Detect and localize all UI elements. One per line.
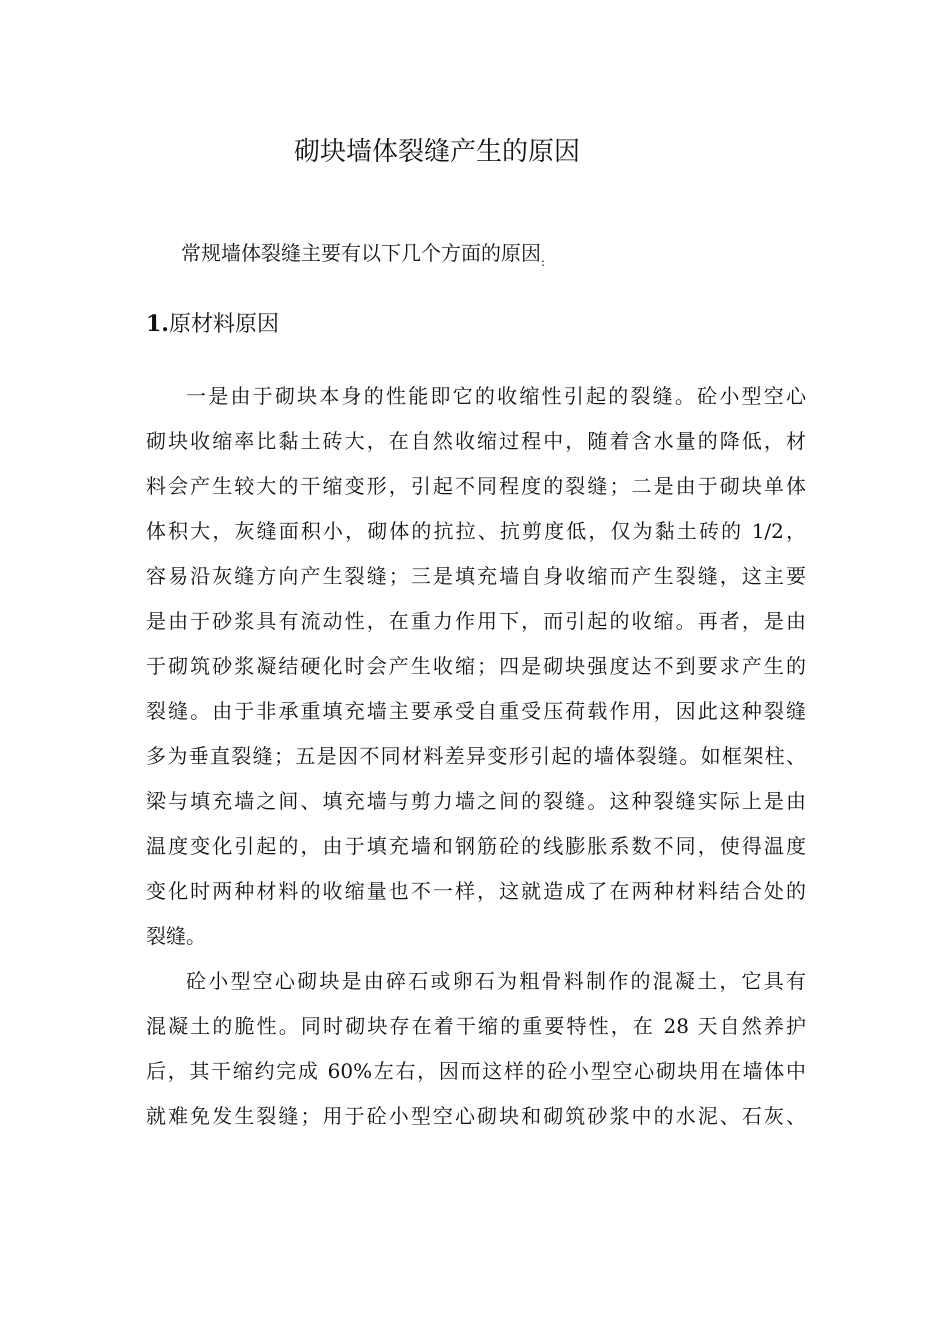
- section-title: 原材料原因: [168, 312, 279, 337]
- text-line: 体积大，灰缝面积小，砌体的抗拉、抗剪度低，仅为黏土砖的 1/2，: [146, 519, 806, 543]
- text-line: 一是由于砌块本身的性能即它的收缩性引起的裂缝。砼小型空心: [186, 384, 806, 408]
- text-line: 梁与填充墙之间、填充墙与剪力墙之间的裂缝。这种裂缝实际上是由: [146, 789, 806, 813]
- text-line: 容易沿灰缝方向产生裂缝；三是填充墙自身收缩而产生裂缝，这主要: [146, 564, 806, 588]
- text-line: 温度变化引起的，由于填充墙和钢筋砼的线膨胀系数不同，使得温度: [146, 834, 806, 858]
- text-line: 裂缝。: [146, 924, 206, 948]
- text-line: 砼小型空心砌块是由碎石或卵石为粗骨料制作的混凝土，它具有: [186, 969, 806, 993]
- intro-text: 常规墙体裂缝主要有以下几个方面的原因: [181, 241, 541, 265]
- document-title: 砌块墙体裂缝产生的原因: [293, 137, 580, 167]
- section-heading: [146, 306, 279, 343]
- text-line: 砌块收缩率比黏土砖大，在自然收缩过程中，随着含水量的降低，材: [146, 429, 806, 453]
- text-line: 于砌筑砂浆凝结硬化时会产生收缩；四是砌块强度达不到要求产生的: [146, 654, 806, 678]
- section-number: 1.: [146, 311, 169, 337]
- text-line: 混凝土的脆性。同时砌块存在着干缩的重要特性，在 28 天自然养护: [146, 1014, 806, 1038]
- intro-paragraph: [181, 236, 545, 279]
- text-line: 后，其干缩约完成 60%左右，因而这样的砼小型空心砌块用在墙体中: [146, 1059, 806, 1083]
- text-line: 料会产生较大的干缩变形，引起不同程度的裂缝；二是由于砌块单体: [146, 474, 806, 498]
- body-text: [146, 374, 806, 1139]
- text-line: 变化时两种材料的收缩量也不一样，这就造成了在两种材料结合处的: [146, 879, 806, 903]
- text-line: 裂缝。由于非承重填充墙主要承受自重受压荷载作用，因此这种裂缝: [146, 699, 806, 723]
- intro-colon: :: [541, 255, 546, 269]
- text-line: 是由于砂浆具有流动性，在重力作用下，而引起的收缩。再者，是由: [146, 609, 806, 633]
- text-line: 多为垂直裂缝；五是因不同材料差异变形引起的墙体裂缝。如框架柱、: [146, 744, 806, 768]
- text-line: 就难免发生裂缝；用于砼小型空心砌块和砌筑砂浆中的水泥、石灰、: [146, 1104, 806, 1128]
